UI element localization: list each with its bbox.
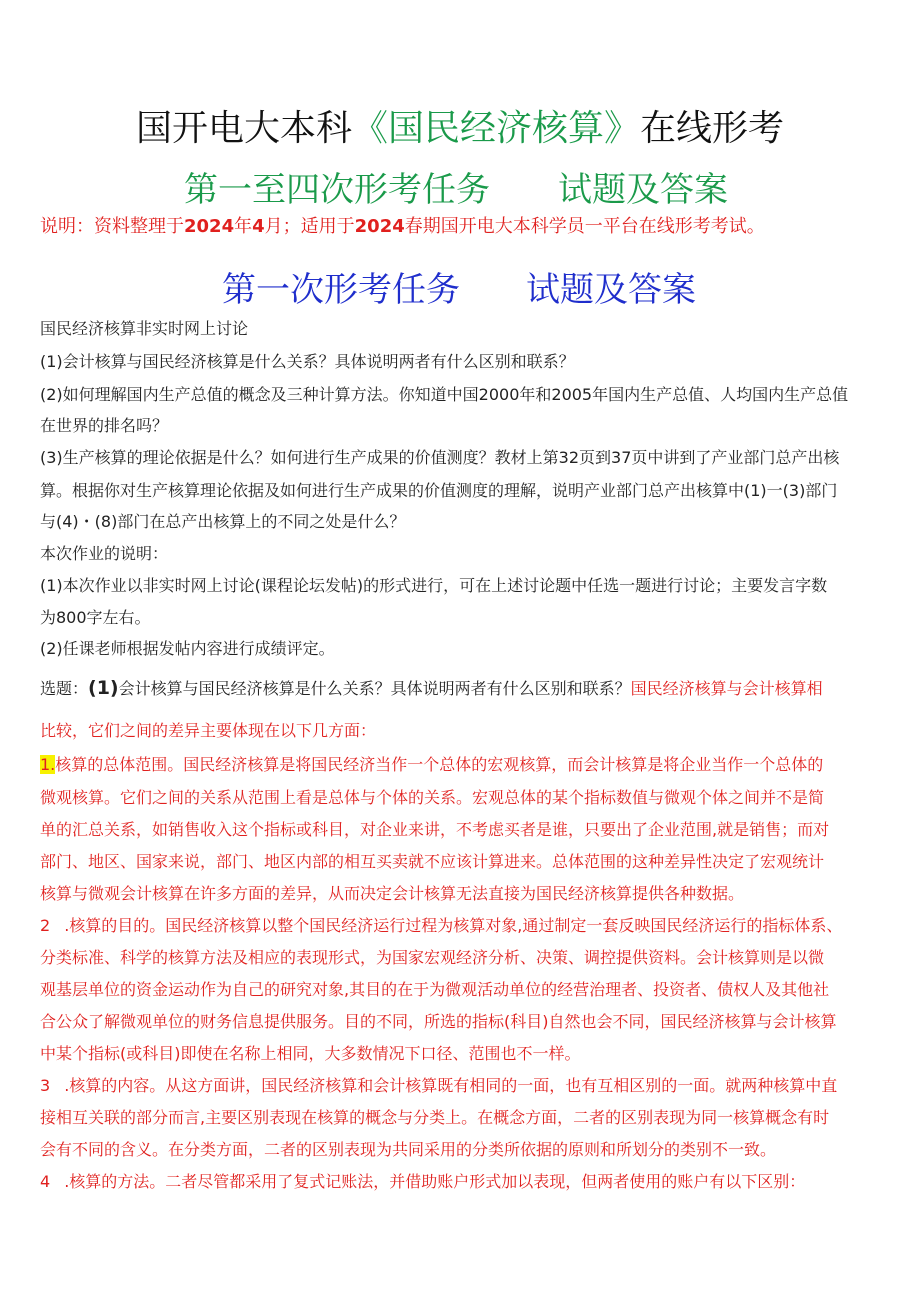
answer-line bbox=[40, 915, 885, 937]
intro-line: 在世界的排名吗？ bbox=[40, 416, 169, 435]
note-text: 说明：资料整理于 bbox=[40, 216, 184, 237]
note-year: 2024 bbox=[354, 216, 405, 237]
intro-line: (2)如何理解国内生产总值的概念及三种计算方法。你知道中国2000年和2005年国内生产总值、人均国内生产总值 bbox=[40, 385, 849, 404]
intro-line: 与(4)・(8)部门在总产出核算上的不同之处是什么？ bbox=[40, 512, 406, 531]
title-suffix: 在线形考 bbox=[640, 108, 785, 149]
answer-text: 核算的总体范围。国民经济核算是将国民经济当作一个总体的宏观核算，而会计核算是将企业当作一个总体的 bbox=[55, 755, 824, 774]
subtitle-right: 试题及答案 bbox=[558, 170, 728, 210]
intro-line: (1)会计核算与国民经济核算是什么关系？具体说明两者有什么区别和联系？ bbox=[40, 352, 575, 371]
answer-line: 会有不同的含义。在分类方面，二者的区别表现为共同采用的分类所依据的原则和所划分的类别不一致。 bbox=[40, 1140, 777, 1159]
subtitle-left: 第一至四次形考任务 bbox=[184, 170, 490, 210]
answer-marker: 4 bbox=[40, 1172, 51, 1191]
intro-line: 本次作业的说明： bbox=[40, 544, 169, 563]
note-text: 春期国开电大本科学员一平台在线形考考试。 bbox=[404, 216, 765, 237]
answer-text: .核算的目的。国民经济核算以整个国民经济运行过程为核算对象,通过制定一套反映国民经济运行的指标体系、 bbox=[64, 916, 843, 935]
document-title bbox=[0, 100, 920, 151]
title-course: 《国民经济核算》 bbox=[351, 108, 640, 149]
intro-line: 国民经济核算非实时网上讨论 bbox=[40, 319, 249, 338]
section-heading-left: 第一次形考任务 bbox=[222, 270, 460, 310]
answer-line: 中某个指标(或科目)即使在名称上相同，大多数情况下口径、范围也不一样。 bbox=[40, 1044, 581, 1063]
answer-line bbox=[40, 1075, 885, 1097]
choice-label: 选题： bbox=[40, 679, 89, 698]
choice-line bbox=[40, 677, 885, 700]
note-text: 月；适用于 bbox=[264, 216, 355, 237]
intro-line: (3)生产核算的理论依据是什么？如何进行生产成果的价值测度？教材上第32页到37页中讲到了产业部门总产出核 bbox=[40, 448, 840, 467]
answer-start: 国民经济核算与会计核算相 bbox=[630, 679, 823, 698]
note-text: 年 bbox=[234, 216, 253, 237]
answer-line bbox=[40, 754, 885, 776]
answer-marker: 2 bbox=[40, 916, 51, 935]
section-heading-right: 试题及答案 bbox=[526, 270, 696, 310]
choice-question: 会计核算与国民经济核算是什么关系？具体说明两者有什么区别和联系？ bbox=[118, 679, 631, 698]
document-subtitle bbox=[0, 162, 920, 208]
intro-line: 算。根据你对生产核算理论依据及如何进行生产成果的价值测度的理解，说明产业部门总产出核算中(1)一(3)部门 bbox=[40, 481, 838, 500]
answer-line bbox=[40, 1171, 885, 1193]
answer-line: 合公众了解微观单位的财务信息提供服务。目的不同，所选的指标(科目)自然也会不同，国民经济核算与会计核算 bbox=[40, 1012, 837, 1031]
intro-line: (1)本次作业以非实时网上讨论(课程论坛发帖)的形式进行，可在上述讨论题中任选一题进行讨论；主要发言字数 bbox=[40, 576, 828, 595]
answer-text: .核算的内容。从这方面讲，国民经济核算和会计核算既有相同的一面，也有互相区别的一面。就两种核算中直 bbox=[64, 1076, 838, 1095]
intro-line: 为800字左右。 bbox=[40, 608, 151, 627]
answer-line: 分类标准、科学的核算方法及相应的表现形式，为国家宏观经济分析、决策、调控提供资料。会计核算则是以微 bbox=[40, 948, 825, 967]
answer-text: .核算的方法。二者尽管都采用了复式记账法，并借助账户形式加以表现，但两者使用的账户有以下区别： bbox=[64, 1172, 806, 1191]
answer-line: 单的汇总关系，如销售收入这个指标或科目，对企业来讲，不考虑买者是谁，只要出了企业范围,就是销售；而对 bbox=[40, 820, 830, 839]
answer-marker: 3 bbox=[40, 1076, 51, 1095]
answer-line: 接相互关联的部分而言,主要区别表现在核算的概念与分类上。在概念方面，二者的区别表现为同一核算概念有时 bbox=[40, 1108, 830, 1127]
section-heading bbox=[0, 262, 920, 308]
answer-line: 微观核算。它们之间的关系从范围上看是总体与个体的关系。宏观总体的某个指标数值与微观个体之间并不是简 bbox=[40, 788, 825, 807]
answer-line: 部门、地区、国家来说，部门、地区内部的相互买卖就不应该计算进来。总体范围的这种差异性决定了宏观统计 bbox=[40, 852, 825, 871]
answer-continuation: 比较，它们之间的差异主要体现在以下几方面： bbox=[40, 721, 377, 740]
choice-number: (1) bbox=[88, 677, 119, 699]
answer-marker: 1. bbox=[40, 755, 56, 774]
note-year: 2024 bbox=[184, 216, 235, 237]
intro-line: (2)任课老师根据发帖内容进行成绩评定。 bbox=[40, 639, 335, 658]
title-prefix: 国开电大本科 bbox=[135, 108, 352, 149]
note-month: 4 bbox=[252, 216, 265, 237]
answer-line: 核算与微观会计核算在许多方面的差异，从而决定会计核算无法直接为国民经济核算提供各种数据。 bbox=[40, 884, 745, 903]
document-note bbox=[40, 212, 900, 238]
answer-line: 观基层单位的资金运动作为自己的研究对象,其目的在于为微观活动单位的经营治理者、投资者、债权人及其他社 bbox=[40, 980, 830, 999]
